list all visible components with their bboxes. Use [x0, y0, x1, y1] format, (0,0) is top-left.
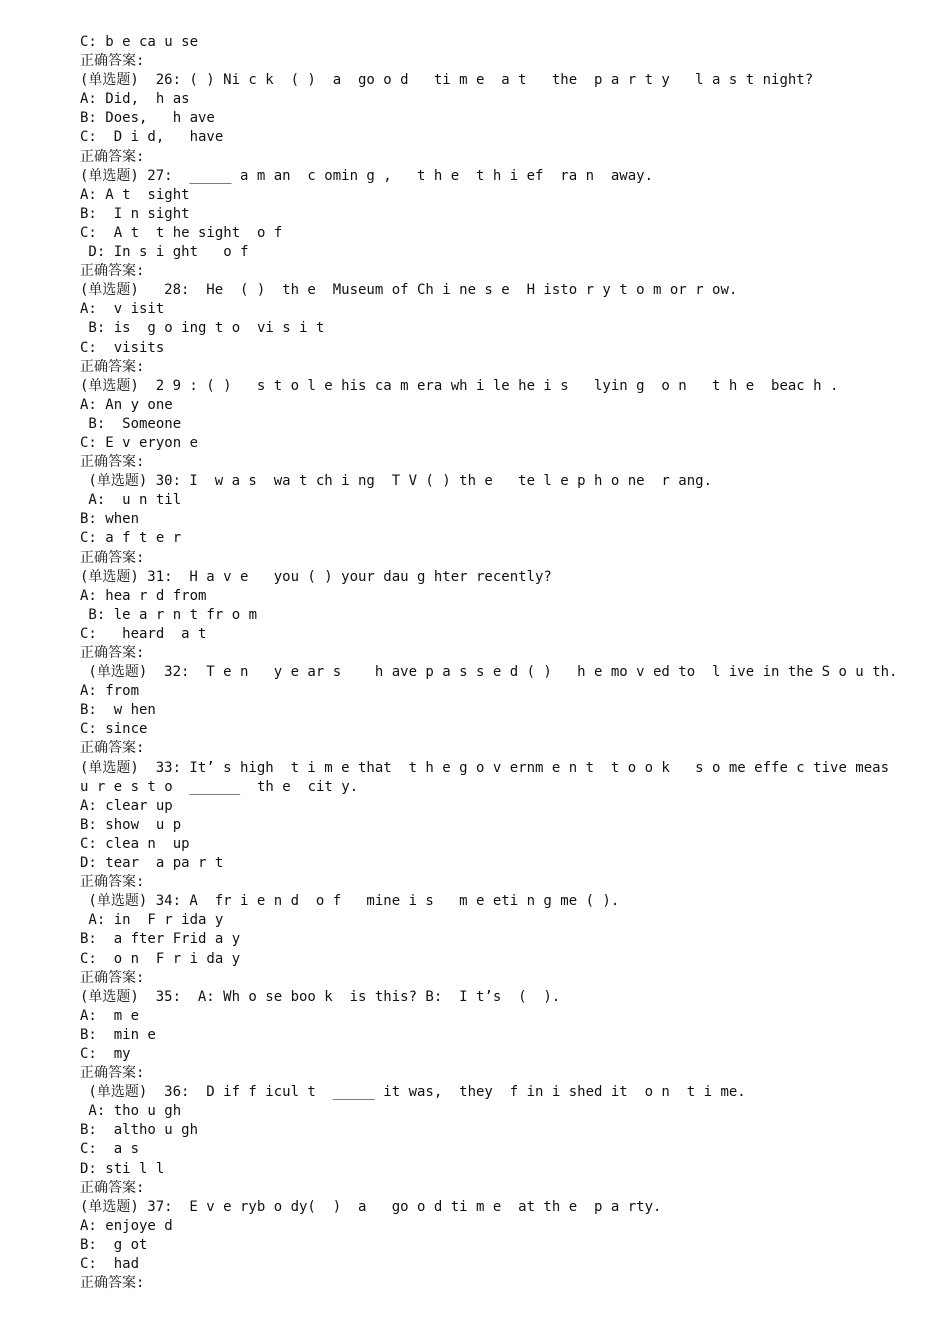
text-line: D: In s i ght o f — [80, 244, 249, 261]
text-line: C: D i d, have — [80, 129, 224, 146]
text-line: (单选题) 33: It’ s high t i m e that t h e g o v ernm e n t t o o k s o me effe c tive meas — [80, 759, 890, 776]
text-line: C: my — [80, 1045, 131, 1062]
text-line: A: A t sight — [80, 186, 190, 203]
text-line: A: m e — [80, 1007, 140, 1024]
text-line: 正确答案: — [80, 1179, 145, 1196]
text-line: C: heard a t — [80, 625, 207, 642]
text-line: (单选题) 31: H a v e you ( ) your dau g hter recently? — [80, 568, 552, 585]
text-line: 正确答案: — [80, 358, 145, 375]
text-line: (单选题) 35: A: Wh o se boo k is this? B: I t’s ( ). — [80, 988, 561, 1005]
text-line: C: E v eryon e — [80, 434, 199, 451]
text-line: 正确答案: — [80, 740, 145, 757]
text-line: A: tho u gh — [80, 1103, 182, 1120]
text-line: C: had — [80, 1256, 140, 1272]
text-line: 正确答案: — [80, 549, 145, 566]
text-line: 正确答案: — [80, 1065, 145, 1082]
text-line: (单选题) 37: E v e ryb o dy( ) a go o d ti m e at th e p a rty. — [80, 1198, 662, 1215]
text-line: D: tear a pa r t — [80, 855, 224, 872]
text-line: B: altho u gh — [80, 1122, 199, 1139]
text-line: 正确答案: — [80, 1275, 145, 1292]
text-line: B: g ot — [80, 1236, 148, 1253]
text-line: 正确答案: — [80, 454, 145, 471]
text-line: (单选题) 30: I w a s wa t ch i ng T V ( ) th e te l e p h o ne r ang. — [80, 473, 713, 490]
text-line: (单选题) 36: D if f icul t _____ it was, they f in i shed it o n t i me. — [80, 1084, 746, 1101]
text-line: 正确答案: — [80, 874, 145, 891]
text-line: A: Did, h as — [80, 91, 190, 108]
text-line: A: v isit — [80, 301, 165, 318]
text-line: A: enjoye d — [80, 1217, 173, 1234]
text-line: B: when — [80, 511, 140, 528]
text-line: C: A t t he sight o f — [80, 224, 283, 241]
text-line: C: a f t e r — [80, 530, 182, 547]
text-line: (单选题) 32: T e n y e ar s h ave p a s s e d ( ) h e mo v ed to l ive in the S o u th. — [80, 664, 898, 681]
text-line: C: o n F r i da y — [80, 950, 241, 967]
text-line: 正确答案: — [80, 148, 145, 165]
text-line: (单选题) 2 9 : ( ) s t o l e his ca m era wh i le he i s lyin g o n t h e beac h . — [80, 377, 839, 394]
text-line: A: An y one — [80, 396, 173, 413]
text-line: 正确答案: — [80, 969, 145, 986]
text-line: C: visits — [80, 339, 165, 356]
text-line: B: I n sight — [80, 205, 190, 222]
text-line: A: u n til — [80, 492, 182, 509]
document-page — [80, 33, 898, 1293]
text-line: B: w hen — [80, 702, 156, 719]
text-line: 正确答案: — [80, 645, 145, 661]
text-line: B: le a r n t fr o m — [80, 606, 258, 623]
text-line: A: in F r ida y — [80, 912, 224, 929]
text-line: B: a fter Frid a y — [80, 931, 241, 948]
text-line: B: min e — [80, 1026, 156, 1043]
text-line: B: is g o ing t o vi s i t — [80, 320, 325, 337]
text-line: C: clea n up — [80, 835, 190, 852]
text-line: A: from — [80, 683, 140, 700]
text-line: 正确答案: — [80, 263, 145, 280]
text-line: B: show u p — [80, 816, 182, 833]
text-line: u r e s t o ______ th e cit y. — [80, 778, 359, 795]
text-line: B: Someone — [80, 415, 182, 432]
text-line: C: since — [80, 721, 148, 738]
text-line: (单选题) 27: _____ a m an c omin g , t h e t h i ef ra n away. — [80, 167, 654, 184]
text-line: C: a s — [80, 1141, 140, 1158]
text-line: (单选题) 26: ( ) Ni c k ( ) a go o d ti m e a t the p a r t y l a s t night? — [80, 72, 814, 89]
text-line: A: hea r d from — [80, 587, 207, 604]
text-line: (单选题) 34: A fr i e n d o f mine i s m e eti n g me ( ). — [80, 893, 620, 910]
text-line: 正确答案: — [80, 53, 145, 70]
text-line: A: clear up — [80, 797, 173, 814]
text-line: C: b e ca u se — [80, 34, 199, 50]
text-line: (单选题) 28: He ( ) th e Museum of Ch i ne s e H isto r y t o m or r ow. — [80, 282, 738, 299]
text-line: D: sti l l — [80, 1160, 165, 1177]
text-line: B: Does, h ave — [80, 110, 215, 127]
